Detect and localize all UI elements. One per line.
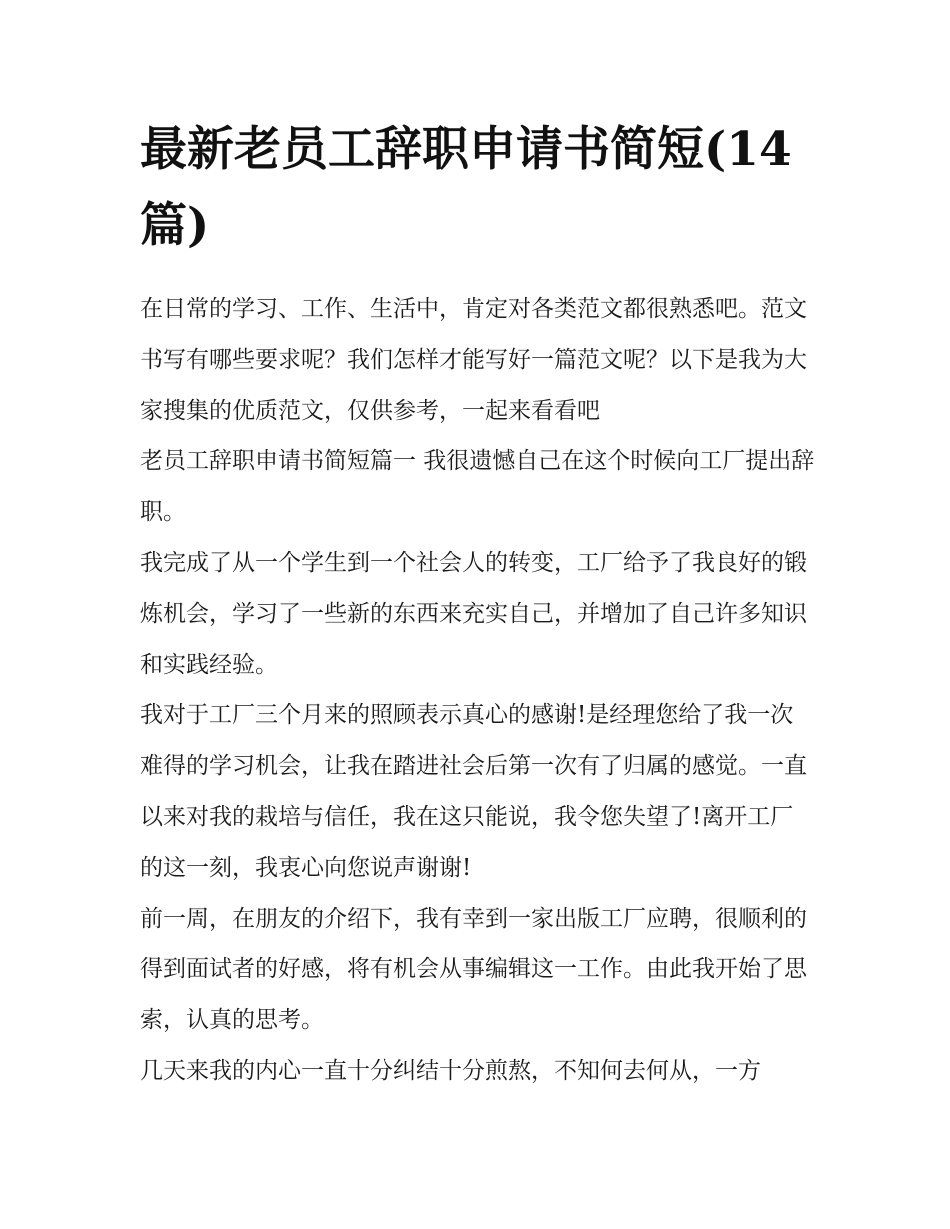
document-body bbox=[140, 284, 816, 1097]
paragraph-3: 我对于工厂三个月来的照顾表示真心的感谢!是经理您给了我一次难得的学习机会，让我在踏进社会后第一次有了归属的感觉。一直以来对我的栽培与信任，我在这只能说，我令您失望了!离开工厂的这一刻，我衷心向您说声谢谢! bbox=[140, 702, 807, 881]
paragraph-1: 老员工辞职申请书简短篇一 我很遗憾自己在这个时候向工厂提出辞职。 bbox=[140, 448, 815, 526]
paragraph-4: 前一周，在朋友的介绍下，我有幸到一家出版工厂应聘，很顺利的得到面试者的好感，将有机会从事编辑这一工作。由此我开始了思索，认真的思考。 bbox=[140, 905, 807, 1034]
document-title: 最新老员工辞职申请书简短(14篇) bbox=[140, 122, 792, 253]
document-page bbox=[140, 112, 816, 1097]
paragraph-2: 我完成了从一个学生到一个社会人的转变，工厂给予了我良好的锻炼机会，学习了一些新的东西来充实自己，并增加了自己许多知识和实践经验。 bbox=[140, 549, 807, 678]
paragraph-intro: 在日常的学习、工作、生活中，肯定对各类范文都很熟悉吧。范文书写有哪些要求呢？我们怎样才能写好一篇范文呢？以下是我为大家搜集的优质范文，仅供参考，一起来看看吧 bbox=[140, 296, 807, 424]
paragraph-5: 几天来我的内心一直十分纠结十分煎熬，不知何去何从，一方 bbox=[140, 1057, 761, 1084]
